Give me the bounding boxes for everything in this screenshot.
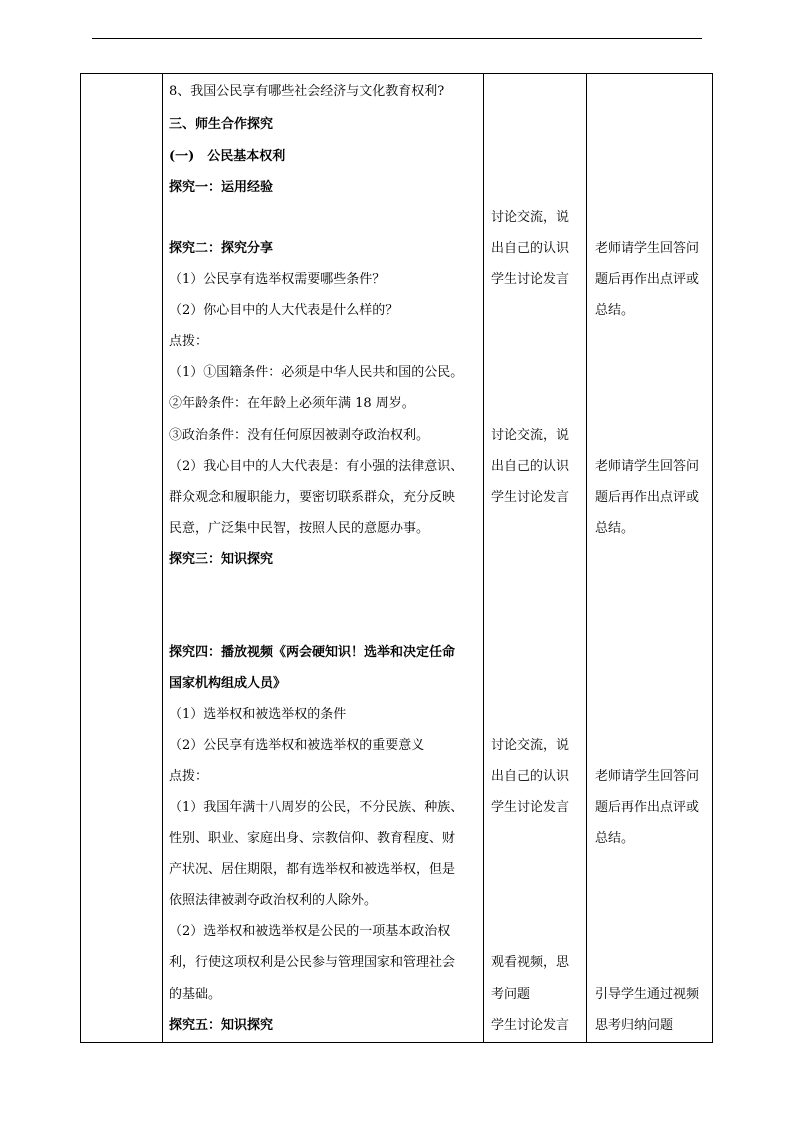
student-activity-line: 学生讨论发言 — [491, 272, 570, 287]
content-line: ③政治条件：没有任何原因被剥夺政治权利。 — [169, 428, 430, 443]
inquiry-heading: 国家机构组成人员》 — [169, 676, 287, 691]
inquiry-heading: 探究五：知识探究 — [169, 1018, 274, 1033]
teacher-activity-line: 老师请学生回答问 — [595, 241, 700, 256]
content-line: （2）你心目中的人大代表是什么样的？ — [169, 303, 399, 318]
content-line: 点拨： — [169, 769, 209, 784]
inquiry-heading: 探究一：运用经验 — [169, 180, 274, 195]
content-line: （1）选举权和被选举权的条件 — [169, 707, 347, 722]
content-line: 依照法律被剥夺政治权利的人除外。 — [169, 893, 378, 908]
inquiry-heading: 探究二：探究分享 — [169, 241, 274, 256]
student-activity-line: 考问题 — [491, 987, 531, 1002]
student-activity-line: 讨论交流，说 — [491, 428, 570, 443]
teacher-activity-line: 题后再作出点评或 — [595, 800, 700, 815]
content-line: （1）我国年满十八周岁的公民，不分民族、种族、 — [169, 800, 464, 815]
content-line: 产状况、居住期限，都有选举权和被选举权，但是 — [169, 862, 456, 877]
header-rule — [92, 38, 702, 39]
content-line: 利，行使这项权利是公民参与管理国家和管理社会 — [169, 955, 456, 970]
teacher-activity-line: 题后再作出点评或 — [595, 272, 700, 287]
inquiry-heading: 探究三：知识探究 — [169, 552, 274, 567]
student-activity-line: 学生讨论发言 — [491, 800, 570, 815]
section-heading: 三、师生合作探究 — [169, 117, 274, 132]
student-activity-line: 学生讨论发言 — [491, 490, 570, 505]
content-line: （1）①国籍条件：必须是中华人民共和国的公民。 — [169, 365, 464, 380]
inquiry-heading: 探究四：播放视频《两会硬知识！选举和决定任命 — [169, 645, 456, 660]
teacher-activity-line: 总结。 — [595, 521, 635, 536]
student-activity-line: 出自己的认识 — [491, 769, 570, 784]
content-line: 的基础。 — [169, 987, 222, 1002]
student-activity-line: 讨论交流，说 — [491, 210, 570, 225]
student-activity-line: 学生讨论发言 — [491, 1018, 570, 1033]
teacher-activity-line: 题后再作出点评或 — [595, 490, 700, 505]
student-activity-line: 观看视频，思 — [491, 955, 570, 970]
teacher-activity-line: 老师请学生回答问 — [595, 769, 700, 784]
subsection-heading: (一) 公民基本权利 — [169, 149, 286, 164]
content-line: ②年龄条件：在年龄上必须年满 18 周岁。 — [169, 396, 415, 411]
teacher-activity-line: 引导学生通过视频 — [595, 987, 700, 1002]
content-line: 8、我国公民享有哪些社会经济与文化教育权利? — [169, 84, 445, 99]
student-activity-line: 讨论交流，说 — [491, 738, 570, 753]
student-activity-line: 出自己的认识 — [491, 241, 570, 256]
column-divider — [162, 74, 163, 1042]
content-line: 点拨： — [169, 334, 209, 349]
teacher-activity-line: 思考归纳问题 — [595, 1018, 674, 1033]
content-line: （2）选举权和被选举权是公民的一项基本政治权 — [169, 924, 451, 939]
content-line: 民意，广泛集中民智，按照人民的意愿办事。 — [169, 521, 430, 536]
student-activity-line: 出自己的认识 — [491, 459, 570, 474]
teacher-activity-line: 总结。 — [595, 303, 635, 318]
teacher-activity-line: 总结。 — [595, 831, 635, 846]
content-line: （1）公民享有选举权需要哪些条件？ — [169, 272, 386, 287]
content-line: 性别、职业、家庭出身、宗教信仰、教育程度、财 — [169, 831, 456, 846]
content-line: 群众观念和履职能力，要密切联系群众，充分反映 — [169, 490, 456, 505]
lesson-table — [80, 73, 713, 1043]
column-divider — [586, 74, 587, 1042]
column-divider — [483, 74, 484, 1042]
content-line: （2）公民享有选举权和被选举权的重要意义 — [169, 738, 425, 753]
teacher-activity-line: 老师请学生回答问 — [595, 459, 700, 474]
content-line: （2）我心目中的人大代表是：有小强的法律意识、 — [169, 459, 464, 474]
